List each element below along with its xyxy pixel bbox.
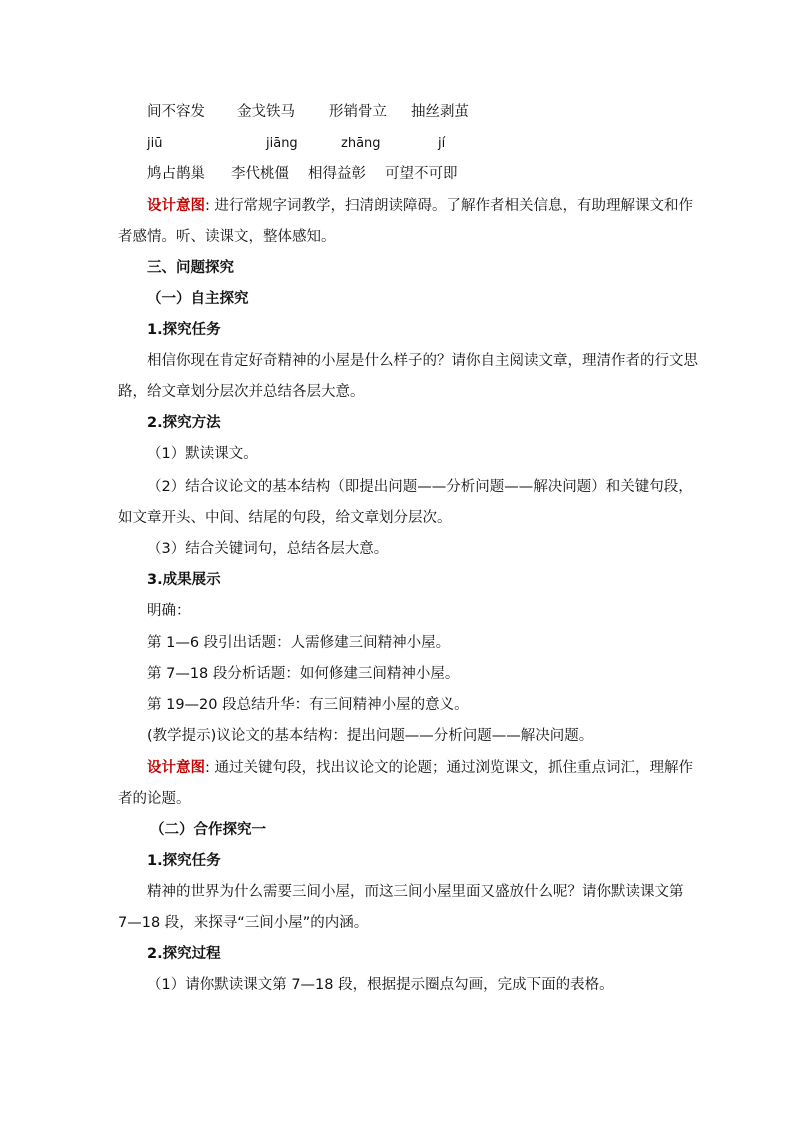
pinyin-2: jiāng: [266, 136, 298, 151]
vocab-row-1: [147, 102, 469, 122]
process-heading: 2.探究过程: [147, 946, 221, 962]
vocab-word: 形销骨立: [329, 104, 387, 120]
design-intent-text: : 通过关键句段，找出议论文的论题；通过浏览课文，抓住重点词汇，理解作: [205, 760, 693, 776]
result-point-2: 第 7—18 段分析话题：如何修建三间精神小屋。: [147, 666, 460, 682]
task-text-2-cont: 7—18 段，来探寻“三间小屋”的内涵。: [118, 915, 369, 931]
result-heading: 3.成果展示: [147, 572, 221, 588]
vocab-row-2: [147, 164, 458, 184]
vocab-word: 鸠占鹊巢: [147, 166, 205, 182]
subsection-heading-2: （二）合作探究一: [150, 822, 266, 838]
subsection-heading-1: （一）自主探究: [147, 291, 249, 307]
task-heading-2: 1.探究任务: [147, 853, 221, 869]
task-text-1-cont: 路，给文章划分层次并总结各层大意。: [118, 384, 365, 400]
vocab-word: 抽丝剥茧: [411, 104, 469, 120]
task-text-1: 相信你现在肯定好奇精神的小屋是什么样子的？请你自主阅读文章，理清作者的行文思: [147, 353, 698, 369]
pinyin-4: jí: [438, 136, 446, 151]
design-intent-text: : 进行常规字词教学，扫清朗读障碍。了解作者相关信息，有助理解课文和作: [205, 198, 693, 214]
design-intent-label: 设计意图: [147, 198, 205, 214]
vocab-word: 间不容发: [147, 104, 205, 120]
method-item-1: （1）默读课文。: [147, 446, 258, 462]
vocab-word: 相得益彰: [308, 166, 366, 182]
process-item-1: （1）请你默读课文第 7—18 段，根据提示圈点勾画，完成下面的表格。: [147, 977, 614, 993]
task-heading-1: 1.探究任务: [147, 322, 221, 338]
design-intent-2-cont: 者的论题。: [118, 791, 191, 807]
result-point-1: 第 1—6 段引出话题：人需修建三间精神小屋。: [147, 635, 451, 651]
design-intent-label: 设计意图: [147, 760, 205, 776]
vocab-word: 李代桃僵: [231, 166, 289, 182]
vocab-word: 可望不可即: [385, 166, 458, 182]
design-intent-1: [147, 196, 693, 216]
design-intent-2: [147, 758, 693, 778]
task-text-2: 精神的世界为什么需要三间小屋，而这三间小屋里面又盛放什么呢？请你默读课文第: [147, 884, 684, 900]
section-heading-3: 三、问题探究: [147, 260, 234, 276]
method-heading: 2.探究方法: [147, 415, 221, 431]
teaching-tip: (教学提示)议论文的基本结构：提出问题——分析问题——解决问题。: [147, 728, 594, 744]
method-item-3: （3）结合关键词句，总结各层大意。: [147, 541, 389, 557]
pinyin-1: jiū: [147, 136, 163, 151]
method-item-2-cont: 如文章开头、中间、结尾的句段，给文章划分层次。: [118, 510, 452, 526]
result-mingque: 明确：: [147, 603, 191, 619]
method-item-2: （2）结合议论文的基本结构（即提出问题——分析问题——解决问题）和关键句段，: [147, 479, 693, 495]
result-point-3: 第 19—20 段总结升华：有三间精神小屋的意义。: [147, 697, 469, 713]
pinyin-3: zhāng: [341, 136, 381, 151]
design-intent-1-cont: 者感情。听、读课文，整体感知。: [118, 229, 336, 245]
vocab-word: 金戈铁马: [237, 104, 295, 120]
